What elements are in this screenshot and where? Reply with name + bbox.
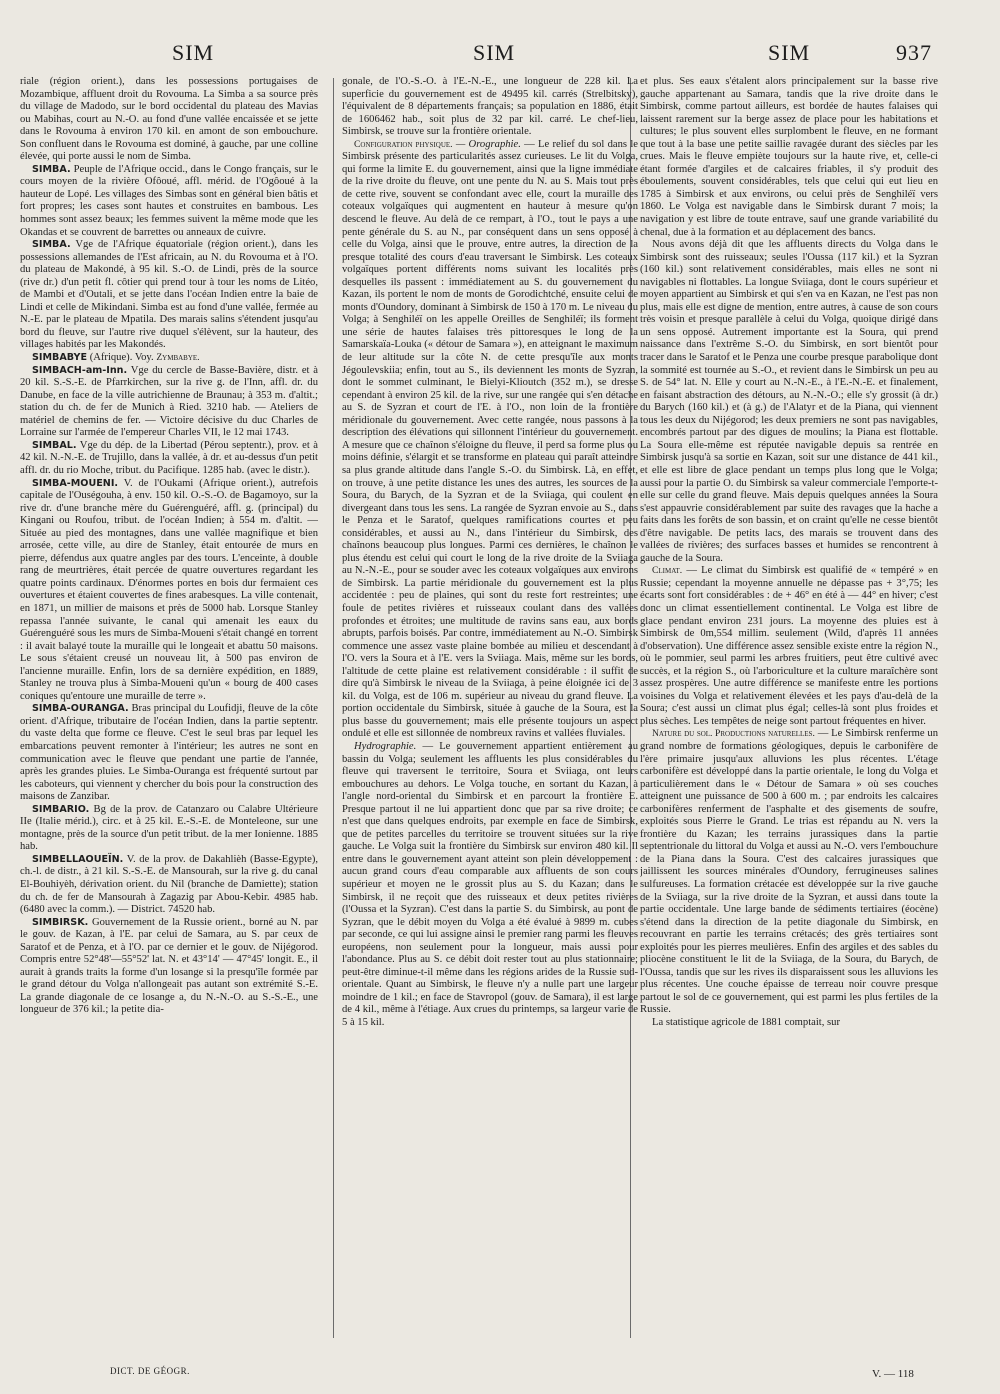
- headword: SIMBACH-am-Inn.: [32, 364, 128, 376]
- section-label: Climat.: [652, 565, 683, 577]
- entry-simbal: [20, 440, 318, 478]
- entry-simbellaouein: [20, 854, 318, 917]
- entry-text: Peuple de l'Afrique occid., dans le Congo français, sur le cours moyen de la rivière Ofôoué, affl. mérid. de l'Ogôoué à la hauteur de Lopé. Les villages des Simbas sont en général bien bâtis et fort propres; les cases sont hautes et construites en bambous. Les hommes sont assez beaux; les femmes suivent la même mode que les Okandas et se couvrent de barrettes ou anneaux de cuivre.: [20, 163, 318, 238]
- entry-text: V. de la prov. de Dakahlièh (Basse-Egypte), ch.-l. de distr., à 21 kil. S.-S.-E. de Mansourah, sur la rive g. du canal El-Bouhiyèh, dérivation orient. du Nil (branche de Damiette); station du ch. de fer de Mansourah à Zagazig par Abou-Kebir. 4985 hab. (6480 avec la comm.).: [20, 853, 318, 916]
- footer-volume: V. — 118: [872, 1368, 914, 1380]
- column-3: [640, 76, 938, 1341]
- section-climat: [640, 565, 938, 728]
- hydro-affluents: Nous avons déjà dit que les affluents directs du Volga dans le Simbirsk sont des ruisseaux; seules l'Oussa (117 kil.) et la Syzran (160 kil.) sont relativement considérables, mais elles ne sont ni navigables ni flottables. La longue Sviiaga, dont le cours supérieur et moyen appartient au Simbirsk et qui s'en va en Kazan, ne l'est pas non plus, mais elle est digne de mention, entre autres, à cause de son cours très voisin et presque parallèle à celui du Volga, quoique dirigé dans un sens opposé. Autrement importante est la Soura, qui prend naissance dans l'extrême S.-O. du Simbirsk, en sort bientôt pour tracer dans le Saratof et le Penza une courbe presque parabolique dont la sommité est tournée au S.-O., et revient dans le Simbirsk un peu au S. de 54° lat. N. Elle y court au N.-N.-E., à l'E.-N.-E. et finalement, en faisant abstraction des détours, au N.-N.-O.; elle s'y grossit (à dr.) du Barych (160 kil.) et (à g.) de l'Alatyr et de la Piana, qui viennent tous les deux du Nijégorod; les deux premiers ne sont pas navigables, encombrés partout par des digues de moulins; la Piana est flottable. La Soura elle-même est réputée navigable depuis sa rentrée en Simbirsk jusqu'à sa sortie en Kazan, soit sur une distance de 441 kil., et elle est libre de glace pendant un temps plus long que le Volga; aussi pour la partie O. du Simbirsk sa valeur commerciale l'emporte-t-elle sur celle du grand fleuve. Mais depuis quelques années la Soura s'est appauvrie considérablement par suite des ravages que la hache a faits dans les forêts de son bassin, et on craint qu'elle ne cesse bientôt d'être navigable. De petits lacs, des marais se trouvent dans des vallées de rivières; des surfaces basses et humides se rencontrent à gauche de la Soura.: [640, 239, 938, 564]
- headword: SIMBELLAOUEÏN.: [32, 853, 124, 865]
- hydro-continuation: et plus. Ses eaux s'étalent alors principalement sur la basse rive gauche appartenant au Samara, tandis que la rive droite dans le Simbirsk, comme partout ailleurs, est bordée de hautes falaises qui laissent rarement sur la berge assez de place pour les habitations et cultures; le plus souvent elles surplombent le fleuve, en ne formant que tout à la base une petite saillie ravagée durant des siècles par les crues. Mais le fleuve empiète toujours sur la haute rive, et, celle-ci étant formée d'argiles et de calcaires friables, il s'y produit des éboulements, souvent considérables, tels que celui qui eut lieu en 1785 à Simbirsk et aux environs, ou celui près de Senghiléï vers 1860. Le Volga est navigable dans le Simbirsk durant 7 mois; la navigation y est libre de toute entrave, sauf une grande variabilité du chenal, due à la formation et au déplacement des bancs.: [640, 76, 938, 238]
- statistique-agricole: La statistique agricole de 1881 comptait, sur: [652, 1017, 840, 1029]
- section-text: — Le climat du Simbirsk est qualifié de « tempéré » en Russie; cependant la moyenne annuelle ne dépasse pas + 3°,75; les écarts sont fort considérables : de + 46° en été à — 44° en hiver; c'est donc un climat essentiellement continental. Le Volga est libre de glace pendant environ 231 jours. La moyenne des pluies est à Simbirsk de 0m,554 millim. seulement (Wild, d'après 11 années d'observation). Une différence assez sensible existe entre la région N., où le pommier, seul parmi les arbres fruitiers, peut être cultivé avec succès, et la région S., où l'arboriculture et la culture maraîchère sont assez prospères. Une autre différence se manifeste entre les portions voisines du Volga et relativement élevées et les pays d'au-delà de la Soura; c'est aussi un climat plus égal; celles-là sont plus froides et plus sèches. Les tempêtes de neige sont partout fréquentes en hiver.: [640, 565, 938, 727]
- entry-text: Vge du dép. de la Libertad (Pérou septentr.), prov. et à 42 kil. N.-N.-E. de Trujillo, dans la vallée, à dr. et au-dessus d'un petit affl. dr. du rio Moche, tribut. du Pacifique. 1285 hab. (avec le distr.).: [20, 439, 318, 476]
- column-1: [20, 76, 318, 1341]
- entry-text: Gouvernement de la Russie orient., borné au N. par le gouv. de Kazan, à l'E. par celui de Samara, au S. par ceux de Saratof et de Penza, et à l'O. par ce dernier et le gouv. de Nijégorod. Compris entre 52°48'—55°52' lat. N. et 43°14' — 47°45' longit. E., il aurait à grands traits la forme d'un losange si la presqu'île formée par le grand détour du Volga n'allongeait pas autant son extrémité S.-E. La grande diagonale de ce losange a, du N.-N.-O. au S.-S.-E., une longueur de 376 kil.; la petite dia-: [20, 916, 318, 1016]
- entry-text: Vge du cercle de Basse-Bavière, distr. et à 20 kil. S.-S.-E. de Pfarrkirchen, sur la rive g. de l'Inn, affl. dr. du Danube, en face de la ville autrichienne de Braunau; à 353 m. d'altit.; station du ch. de fer de Munich à Ried. 3210 hab. — Ateliers de matériel de chemins de fer. — Victoire décisive du duc Charles de Lorraine sur l'armée de l'empereur Charles VII, le 12 mai 1743.: [20, 364, 318, 439]
- section-label: Hydrographie.: [354, 740, 417, 752]
- entry-simba-moueni: [20, 478, 318, 704]
- entry-simbabye: [20, 352, 318, 365]
- entry-simba-ouranga: [20, 703, 318, 803]
- section-hydrographie: [342, 741, 638, 1030]
- headword: SIMBIRSK.: [32, 916, 89, 928]
- running-head: [0, 40, 1000, 76]
- text-columns: [20, 76, 938, 1341]
- headword: SIMBARIO.: [32, 803, 90, 815]
- simbirsk-continuation: gonale, de l'O.-S.-O. à l'E.-N.-E., une longueur de 228 kil. La superficie du gouvernement est de 49495 kil. carrés (Strelbitsky), l'équivalent de 8 départements français; sa population en 1886, était de 1606462 hab., soit plus de 32 par kil. carré. Le chef-lieu, Simbirsk, se trouve sur la frontière orientale.: [342, 76, 638, 138]
- entry-simba-village: [20, 239, 318, 352]
- headword: SIMBA.: [32, 239, 71, 251]
- section-text: — Le relief du sol dans le Simbirsk présente des particularités assez curieuses. Le lit du Volga, qui forme la limite E. du gouvernement, ainsi que la ligne immédiate de la rive droite du fleuve, ont une pente du N. au S. Mais tout près de cette rive, souvent se confondant avec elle, court la muraille des coteaux volgaïques qui augmentent en hauteur à mesure qu'on descend le fleuve. Au delà de ce rempart, à l'O., tout le pays a une pente générale du S. au N., par conséquent dans un sens opposé à celle du Volga, ainsi que le prouve, entre autres, la direction de la presque totalité des cours d'eau traversant le Simbirsk. Les coteaux volgaïques portent différents noms suivant les localités près desquelles ils passent : immédiatement au S. du gouvernement du Kazan, ils portent le nom de monts de Gorodichtché, ensuite celui de monts d'Oundory, dominant à Simbirsk de 150 à 170 m. Le niveau du Volga; à Senghiléï on les appelle Oreilles de Senghiléï; ils forment une série de hautes falaises très pittoresques le long de la Samarskaïa-Louka (« détour de Samara »), en atteignant le maximum de leur altitude sur la côte N. de cette presqu'île aux monts Jégoulevskiia; enfin, tout au S., ils deviennent les monts de Syzran, dont le sommet culminant, le Bielyi-Klioutch (352 m.), se dresse cependant à environ 25 kil. de la rive, sur une rangée qui s'en détache au S. de Syzran et court de l'E. à l'O., non loin de la frontière méridionale du gouvernement. Avec cette rangée, nous passons à la description des élévations qui sillonnent l'intérieur du gouvernement. A mesure que ce chaînon s'éloigne du fleuve, il perd sa forme plus ou moins définie, s'élargit et se transforme en plateau qui paraît atteindre sa plus grande altitude dans l'angle S.-O. du Simbirsk. Là, en effet, on trouve, à une petite distance les unes des autres, les sources de la Soura, du Barych, de la Syzran et de la Sviiaga, qui coulent en divergeant dans tous les sens. La rangée de Syzran envoie au S., dans le Penza et le Saratof, quelques ramifications courtes et peu considérables, et aussi au N., dans l'intérieur du Simbirsk, des chaînons beaucoup plus longues. Parmi ces dernières, le chaînon le plus étendu est celui qui court le long de la rive droite de la Sviiaga au N.-N.-E., pour se souder avec les coteaux volgaïques aux environs de Simbirsk. La partie méridionale du gouvernement est la plus accidentée : peu de plaines, qui sont du reste fort restreintes; une foule de petites rivières et ruisseaux coulant dans des vallées profondes et étroites; une multitude de ravins sans eau, aux bords abrupts, parfois boisés. Par contre, immédiatement au N.-O. Simbirsk commence une assez vaste plaine bombée au milieu et descendant à l'O. vers la Soura et à l'E. vers la Sviiaga. Mais, même sur les bords, l'altitude de cette plaine est relativement considérable : il suffit de dire qu'à Simbirsk le niveau de la Sviiaga, à peine éloignée ici de 3 kil. du Volga, est de 106 m. supérieur au niveau du grand fleuve. La portion occidentale du Simbirsk, située à gauche de la Soura, est la plus basse du gouvernement; mais elle présente toujours un aspect ondulé et elle est sillonnée de nombreux ravins et vallées fluviales.: [342, 138, 638, 740]
- running-head-left: SIM: [172, 40, 215, 65]
- section-configuration: [342, 139, 638, 741]
- section-sublabel: — Orographie.: [452, 138, 521, 150]
- entry-continuation: riale (région orient.), dans les possessions portugaises de Mozambique, affluent droit du Rovouma. La Simba a sa source près du village de Madodo, sur le bord occidental du plateau des Mavias ou Mabihas, court au N.-O. au fond d'une vallée encaissée et se jette dans le Rovouma à environ 170 kil. en amont de son embouchure. Son confluent dans le Rovouma est dominé, à gauche, par une colline élevée, qui porte aussi le nom de Simba.: [20, 76, 318, 163]
- entry-simbach: [20, 365, 318, 440]
- column-2: [342, 76, 638, 1341]
- running-head-middle: SIM: [473, 40, 516, 65]
- section-text: — Le gouvernement appartient entièrement au bassin du Volga; seulement les affluents les plus considérables du fleuve qui traversent le territoire, Soura et Sviiaga, ont leurs embouchures au dehors. Le Volga touche, en sortant du Kazan, à l'angle nord-oriental du Simbirsk et en parcourt la frontière E. Presque partout il ne lui appartient donc que par sa rive droite; ce n'est que dans quelques endroits, par exemple en face de Simbirsk, que de petites parcelles du territoire se trouvent situées sur la rive gauche. Le Volga suit la frontière du Simbirsk sur environ 480 kil. Il entre dans le gouvernement ayant atteint son plein développement : aucun grand cours d'eau comparable aux affluents de son cours supérieur et moyen ne le grossit plus au S. du Kazan; dans le Simbirsk, il ne reçoit que des ruisseaux et deux petites rivières (l'Oussa et la Syzran). C'est dans la partie S. du Simbirsk, au pont de Syzran, que le débit moyen du Volga a été évalué à 9899 m. cubes par seconde, ce qui lui assigne ainsi le premier rang parmi les fleuves européens, non seulement pour la longueur, mais aussi pour l'abondance. Plus au S. ce débit doit rester tout au plus stationnaire; peut-être diminue-t-il même dans les régions arides de la Russie sud-orientale. Quant au Simbirsk, le fleuve n'y a nulle part une largeur moindre de 1 kil.; en face de Stavropol (gouv. de Samara), il est large de 4 kil., même à l'étiage. Aux crues du printemps, sa largeur varie de 5 à 15 kil.: [342, 740, 638, 1029]
- section-label: Configuration physique.: [354, 138, 453, 150]
- district-note: — District. 74520 hab.: [115, 904, 216, 916]
- entry-simbirsk: [20, 917, 318, 1017]
- page-number: 937: [896, 40, 932, 65]
- headword: SIMBA-MOUENI.: [32, 477, 119, 489]
- headword: SIMBAL.: [32, 439, 77, 451]
- entry-text: Bg de la prov. de Catanzaro ou Calabre Ultérieure IIe (Italie mérid.), circ. et à 25 kil. E.-S.-E. de Monteleone, sur une montagne, près de la source d'un petit tribut. de la mer Ionienne. 1885 hab.: [20, 803, 318, 853]
- entry-text: V. de l'Oukami (Afrique orient.), autrefois capitale de l'Ouségouha, à env. 150 kil. O.-S.-O. de Bagamoyo, sur la rive dr. d'une branche mère du Guérenguéré, affl. g. (principal) du Kingani ou Roufou, tribut. de l'océan Indien; à 554 m. d'altit. — Située au pied des montagnes, dans une vallée magnifique et bien arrosée, cette ville, au dire de Stanley, était entourée de murs en pierre, défendus aux quatre angles par des tours. L'enceinte, à double rang de meurtrières, était percée de quatre ouvertures regardant les quatre points cardinaux. D'énormes portes en bois dur fermaient ces ouvertures et étaient couvertes de fines arabesques. La ville contenait, en 1871, un millier de maisons et près de 5000 hab. Lorsque Stanley repassa l'année suivante, le canal qui amenait les eaux du Guérenguéré sous les murs de Simba-Moueni s'était changé en torrent : il avait balayé toute la muraille qui le longeait et abattu 50 maisons. Le sous s'étaient creusé un nouveau lit, à 500 pas environ de l'ancienne muraille. Enfin, lors de sa dernière expédition, en 1889, Stanley ne trouva plus à Simba-Moueni qu'un « bourg de 400 cases coniques qu'entoure une muraille de terre ».: [20, 477, 318, 702]
- entry-text: Vge de l'Afrique équatoriale (région orient.), dans les possessions allemandes de l'Est africain, au N. du Rovouma et à l'O. du plateau de Makondé, à 95 kil. S.-O. de Lindi, près de la source (rive dr.) d'un petit fl. côtier qui prend tour à tour les noms de Litéo, de Mambi et d'Outali, et se jette dans l'océan Indien entre la baie de Lindi et celle de Mikindani. Simba est au fond d'une vallée, fermée au N.-E. par le plateau de Mpatila. Des marais salins s'étendent jusqu'au bord du fleuve, sur l'autre rive duquel s'élèvent, sur la hauteur, des villages habités par les Makondés.: [20, 239, 318, 351]
- entry-text: (Afrique). Voy.: [87, 352, 157, 364]
- headword: SIMBA.: [32, 163, 71, 175]
- section-nature-du-sol: [640, 728, 938, 1017]
- footer-signature: DICT. DE GÉOGR.: [110, 1366, 190, 1376]
- headword: SIMBA-OURANGA.: [32, 703, 129, 715]
- headword: SIMBABYE: [32, 352, 88, 364]
- cross-reference: Zymbabye.: [156, 352, 200, 364]
- entry-simbario: [20, 804, 318, 854]
- section-label: Nature du sol. Productions naturelles.: [652, 728, 815, 740]
- entry-text: Bras principal du Loufidji, fleuve de la côte orient. d'Afrique, tributaire de l'océan Indien, dans la partie septentr. du vaste delta que forme ce fleuve. C'est le seul bras par lequel les embarcations peuvent remonter à l'intérieur; les autres ne sont en communication avec le fleuve que pendant une partie de l'année, après les grandes pluies. Le Simba-Ouranga est fréquenté surtout par les caboteurs, qui viennent y chercher du bois pour la construction des maisons de Zanzibar.: [20, 703, 318, 803]
- entry-simba-people: [20, 164, 318, 239]
- running-head-right: SIM: [768, 40, 811, 65]
- section-text: — Le Simbirsk renferme un grand nombre de formations géologiques, depuis le carbonifère de l'ère primaire jusqu'aux alluvions les plus récentes. L'étage carbonifère est développé dans la partie orientale, le long du Volga et particulièrement dans le « Détour de Samara » où ses couches atteignent une puissance de 500 à 600 m. ; par endroits les calcaires carbonifères renferment de l'asphalte et des gisements de soufre, exploités sous Pierre le Grand. Le trias est répandu au N. vers la frontière du Kazan; les terrains jurassiques dans la partie septentrionale du littoral du Volga et aussi au N.-O. vers l'embouchure de la Piana dans la Soura. C'est des calcaires jurassiques que jaillissent les sources minérales d'Oundory, ferrugineuses salines sulfureuses. La formation crétacée est développée sur la rive gauche de la Sviiaga, sur la rive droite de la Syzran, et aussi dans toute la partie occidentale. Une large bande de sédiments tertiaires (éocène) s'étend dans la direction de la petite diagonale du Simbirsk, en recouvrant en partie les terrains crétacés; des grès tertiaires sont exploités pour les pierres meulières. Enfin des argiles et des sables du pliocène constituent le lit de la Sviiaga, de la Soura, du Barych, de l'Oussa, tandis que sur les rives ils disparaissent sous les alluvions les plus récentes. Une couche épaisse de terreau noir couvre presque partout le sol de ce gouvernement, qui est parmi les plus fertiles de la Russie.: [640, 728, 938, 1016]
